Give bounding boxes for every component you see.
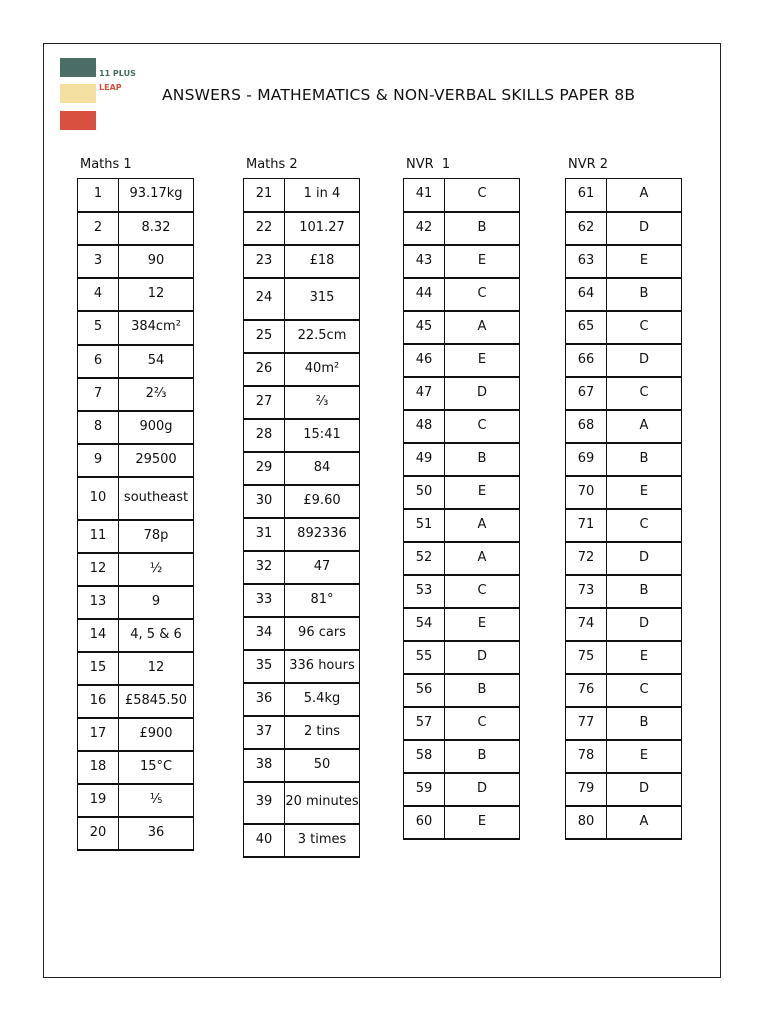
- answer-value: 336 hours: [285, 650, 360, 683]
- question-number: 64: [566, 278, 607, 311]
- question-number: 41: [404, 179, 445, 212]
- table-row: [78, 212, 194, 245]
- answer-value: 8.32: [119, 212, 194, 245]
- answer-value: 29500: [119, 444, 194, 477]
- table-row: [244, 782, 360, 824]
- logo-block-yellow: [60, 84, 96, 103]
- question-number: 15: [78, 652, 119, 685]
- question-number: 4: [78, 278, 119, 311]
- logo-block-red: [60, 111, 96, 130]
- table-row: [404, 575, 520, 608]
- answer-value: D: [607, 212, 682, 245]
- answer-value: 4, 5 & 6: [119, 619, 194, 652]
- question-number: 8: [78, 411, 119, 444]
- question-number: 53: [404, 575, 445, 608]
- table-row: [566, 740, 682, 773]
- answer-value: A: [607, 179, 682, 212]
- answer-value: B: [445, 674, 520, 707]
- question-number: 72: [566, 542, 607, 575]
- table-row: [404, 641, 520, 674]
- table-row: [404, 179, 520, 212]
- table-row: [78, 278, 194, 311]
- question-number: 65: [566, 311, 607, 344]
- table-row: [244, 518, 360, 551]
- question-number: 59: [404, 773, 445, 806]
- answer-value: E: [445, 245, 520, 278]
- table-row: [404, 608, 520, 641]
- answer-value: C: [607, 674, 682, 707]
- table-row: [566, 344, 682, 377]
- question-number: 61: [566, 179, 607, 212]
- table-row: [78, 179, 194, 212]
- question-number: 16: [78, 685, 119, 718]
- question-number: 54: [404, 608, 445, 641]
- table-row: [404, 212, 520, 245]
- answer-table-maths-2: [243, 178, 360, 858]
- question-number: 34: [244, 617, 285, 650]
- table-row: [78, 652, 194, 685]
- question-number: 21: [244, 179, 285, 212]
- answer-value: £5845.50: [119, 685, 194, 718]
- table-row: [566, 542, 682, 575]
- question-number: 60: [404, 806, 445, 839]
- question-number: 74: [566, 608, 607, 641]
- answer-value: 3 times: [285, 824, 360, 857]
- question-number: 47: [404, 377, 445, 410]
- answer-value: D: [445, 773, 520, 806]
- table-row: [78, 311, 194, 345]
- answer-value: 892336: [285, 518, 360, 551]
- answer-value: D: [607, 773, 682, 806]
- answer-value: 9: [119, 586, 194, 619]
- question-number: 56: [404, 674, 445, 707]
- table-row: [244, 650, 360, 683]
- question-number: 23: [244, 245, 285, 278]
- question-number: 63: [566, 245, 607, 278]
- answer-value: ⅕: [119, 784, 194, 817]
- answer-value: D: [607, 542, 682, 575]
- answer-value: E: [607, 740, 682, 773]
- question-number: 70: [566, 476, 607, 509]
- answer-value: A: [607, 806, 682, 839]
- table-row: [566, 641, 682, 674]
- table-row: [566, 443, 682, 476]
- question-number: 36: [244, 683, 285, 716]
- answer-value: 12: [119, 652, 194, 685]
- answer-value: B: [607, 443, 682, 476]
- answer-value: 96 cars: [285, 617, 360, 650]
- table-row: [404, 806, 520, 839]
- table-row: [244, 179, 360, 212]
- table-row: [404, 443, 520, 476]
- question-number: 10: [78, 477, 119, 520]
- table-row: [404, 674, 520, 707]
- question-number: 68: [566, 410, 607, 443]
- answer-value: E: [445, 806, 520, 839]
- question-number: 13: [78, 586, 119, 619]
- page-title: ANSWERS - MATHEMATICS & NON-VERBAL SKILLS PAPER 8B: [162, 86, 636, 104]
- answer-value: A: [607, 410, 682, 443]
- table-row: [244, 551, 360, 584]
- answer-value: C: [607, 509, 682, 542]
- answer-value: 93.17kg: [119, 179, 194, 212]
- question-number: 25: [244, 320, 285, 353]
- table-row: [244, 320, 360, 353]
- table-row: [78, 718, 194, 751]
- question-number: 5: [78, 311, 119, 345]
- answer-value: 54: [119, 345, 194, 378]
- question-number: 78: [566, 740, 607, 773]
- question-number: 57: [404, 707, 445, 740]
- question-number: 40: [244, 824, 285, 857]
- table-row: [566, 773, 682, 806]
- answer-value: 2⅔: [119, 378, 194, 411]
- question-number: 37: [244, 716, 285, 749]
- table-row: [404, 311, 520, 344]
- answer-value: 5.4kg: [285, 683, 360, 716]
- answer-value: C: [607, 377, 682, 410]
- table-row: [566, 245, 682, 278]
- answer-value: C: [607, 311, 682, 344]
- answer-value: 22.5cm: [285, 320, 360, 353]
- question-number: 80: [566, 806, 607, 839]
- question-number: 69: [566, 443, 607, 476]
- table-row: [78, 245, 194, 278]
- table-row: [78, 444, 194, 477]
- question-number: 46: [404, 344, 445, 377]
- answer-value: B: [445, 443, 520, 476]
- answer-value: 20 minutes: [285, 782, 360, 824]
- section-heading-maths-2: Maths 2: [246, 157, 298, 172]
- question-number: 22: [244, 212, 285, 245]
- question-number: 79: [566, 773, 607, 806]
- question-number: 11: [78, 520, 119, 553]
- table-row: [404, 410, 520, 443]
- table-row: [566, 806, 682, 839]
- table-row: [244, 245, 360, 278]
- answer-value: C: [445, 278, 520, 311]
- table-row: [78, 411, 194, 444]
- question-number: 9: [78, 444, 119, 477]
- answer-value: ⅔: [285, 386, 360, 419]
- answer-value: D: [445, 377, 520, 410]
- question-number: 32: [244, 551, 285, 584]
- question-number: 44: [404, 278, 445, 311]
- table-row: [244, 683, 360, 716]
- section-heading-nvr-2: NVR 2: [568, 157, 609, 172]
- table-row: [244, 386, 360, 419]
- answer-value: E: [445, 476, 520, 509]
- question-number: 12: [78, 553, 119, 586]
- table-row: [78, 553, 194, 586]
- answer-value: C: [445, 707, 520, 740]
- section-heading-maths-1: Maths 1: [80, 157, 132, 172]
- question-number: 49: [404, 443, 445, 476]
- table-row: [404, 509, 520, 542]
- table-row: [78, 586, 194, 619]
- answer-value: B: [607, 575, 682, 608]
- answer-value: 84: [285, 452, 360, 485]
- answer-value: A: [445, 311, 520, 344]
- table-row: [78, 345, 194, 378]
- answer-value: B: [445, 212, 520, 245]
- table-row: [566, 674, 682, 707]
- question-number: 39: [244, 782, 285, 824]
- answer-value: £9.60: [285, 485, 360, 518]
- table-row: [566, 377, 682, 410]
- answer-value: 40m²: [285, 353, 360, 386]
- table-row: [404, 707, 520, 740]
- question-number: 14: [78, 619, 119, 652]
- question-number: 67: [566, 377, 607, 410]
- question-number: 58: [404, 740, 445, 773]
- table-row: [404, 542, 520, 575]
- answer-value: 50: [285, 749, 360, 782]
- answer-value: 900g: [119, 411, 194, 444]
- question-number: 50: [404, 476, 445, 509]
- answer-value: C: [445, 575, 520, 608]
- answer-value: E: [607, 641, 682, 674]
- table-row: [566, 410, 682, 443]
- question-number: 55: [404, 641, 445, 674]
- question-number: 52: [404, 542, 445, 575]
- question-number: 29: [244, 452, 285, 485]
- table-row: [566, 212, 682, 245]
- question-number: 31: [244, 518, 285, 551]
- answer-value: 1 in 4: [285, 179, 360, 212]
- answer-value: 101.27: [285, 212, 360, 245]
- table-row: [244, 353, 360, 386]
- answer-value: E: [607, 245, 682, 278]
- question-number: 51: [404, 509, 445, 542]
- answer-value: 15°C: [119, 751, 194, 784]
- table-row: [404, 740, 520, 773]
- table-row: [566, 509, 682, 542]
- table-row: [244, 419, 360, 452]
- question-number: 66: [566, 344, 607, 377]
- question-number: 28: [244, 419, 285, 452]
- table-row: [244, 584, 360, 617]
- answer-value: £900: [119, 718, 194, 751]
- question-number: 17: [78, 718, 119, 751]
- answer-value: B: [607, 707, 682, 740]
- question-number: 38: [244, 749, 285, 782]
- question-number: 1: [78, 179, 119, 212]
- logo-block-green: [60, 58, 96, 77]
- table-row: [78, 477, 194, 520]
- table-row: [78, 685, 194, 718]
- answer-value: 36: [119, 817, 194, 850]
- question-number: 75: [566, 641, 607, 674]
- table-row: [404, 278, 520, 311]
- answer-value: C: [445, 410, 520, 443]
- table-row: [244, 716, 360, 749]
- question-number: 3: [78, 245, 119, 278]
- table-row: [78, 751, 194, 784]
- table-row: [566, 575, 682, 608]
- table-row: [244, 485, 360, 518]
- question-number: 24: [244, 278, 285, 320]
- table-row: [244, 749, 360, 782]
- table-row: [78, 619, 194, 652]
- table-row: [78, 520, 194, 553]
- answer-value: 315: [285, 278, 360, 320]
- question-number: 26: [244, 353, 285, 386]
- table-row: [244, 824, 360, 857]
- table-row: [78, 817, 194, 850]
- question-number: 48: [404, 410, 445, 443]
- question-number: 76: [566, 674, 607, 707]
- answer-value: 12: [119, 278, 194, 311]
- answer-value: 47: [285, 551, 360, 584]
- question-number: 20: [78, 817, 119, 850]
- answer-value: E: [445, 344, 520, 377]
- table-row: [566, 608, 682, 641]
- table-row: [244, 617, 360, 650]
- question-number: 42: [404, 212, 445, 245]
- question-number: 45: [404, 311, 445, 344]
- answer-value: 78p: [119, 520, 194, 553]
- table-row: [404, 773, 520, 806]
- answer-value: A: [445, 542, 520, 575]
- question-number: 43: [404, 245, 445, 278]
- question-number: 19: [78, 784, 119, 817]
- answer-table-nvr-1: [403, 178, 520, 840]
- answer-value: D: [445, 641, 520, 674]
- table-row: [404, 245, 520, 278]
- answer-value: E: [607, 476, 682, 509]
- answer-value: southeast: [119, 477, 194, 520]
- question-number: 27: [244, 386, 285, 419]
- answer-value: 90: [119, 245, 194, 278]
- question-number: 73: [566, 575, 607, 608]
- table-row: [404, 344, 520, 377]
- table-row: [566, 311, 682, 344]
- answer-value: ½: [119, 553, 194, 586]
- answer-value: C: [445, 179, 520, 212]
- table-row: [244, 212, 360, 245]
- answer-value: B: [445, 740, 520, 773]
- answer-value: E: [445, 608, 520, 641]
- question-number: 7: [78, 378, 119, 411]
- table-row: [404, 377, 520, 410]
- table-row: [566, 278, 682, 311]
- table-row: [566, 476, 682, 509]
- table-row: [404, 476, 520, 509]
- table-row: [244, 278, 360, 320]
- answer-value: B: [607, 278, 682, 311]
- question-number: 33: [244, 584, 285, 617]
- answer-value: D: [607, 344, 682, 377]
- table-row: [566, 179, 682, 212]
- question-number: 35: [244, 650, 285, 683]
- section-heading-nvr-1: NVR 1: [406, 157, 451, 172]
- answer-value: £18: [285, 245, 360, 278]
- answer-value: D: [607, 608, 682, 641]
- answer-value: 384cm²: [119, 311, 194, 345]
- answer-value: 2 tins: [285, 716, 360, 749]
- question-number: 2: [78, 212, 119, 245]
- question-number: 77: [566, 707, 607, 740]
- question-number: 6: [78, 345, 119, 378]
- answer-table-nvr-2: [565, 178, 682, 840]
- question-number: 62: [566, 212, 607, 245]
- question-number: 18: [78, 751, 119, 784]
- logo-line2: LEAP: [99, 83, 122, 92]
- question-number: 71: [566, 509, 607, 542]
- table-row: [78, 378, 194, 411]
- table-row: [566, 707, 682, 740]
- logo-line1: 11 PLUS: [99, 69, 136, 78]
- answer-value: A: [445, 509, 520, 542]
- answer-value: 81°: [285, 584, 360, 617]
- answer-value: 15:41: [285, 419, 360, 452]
- table-row: [244, 452, 360, 485]
- table-row: [78, 784, 194, 817]
- answer-table-maths-1: [77, 178, 194, 851]
- question-number: 30: [244, 485, 285, 518]
